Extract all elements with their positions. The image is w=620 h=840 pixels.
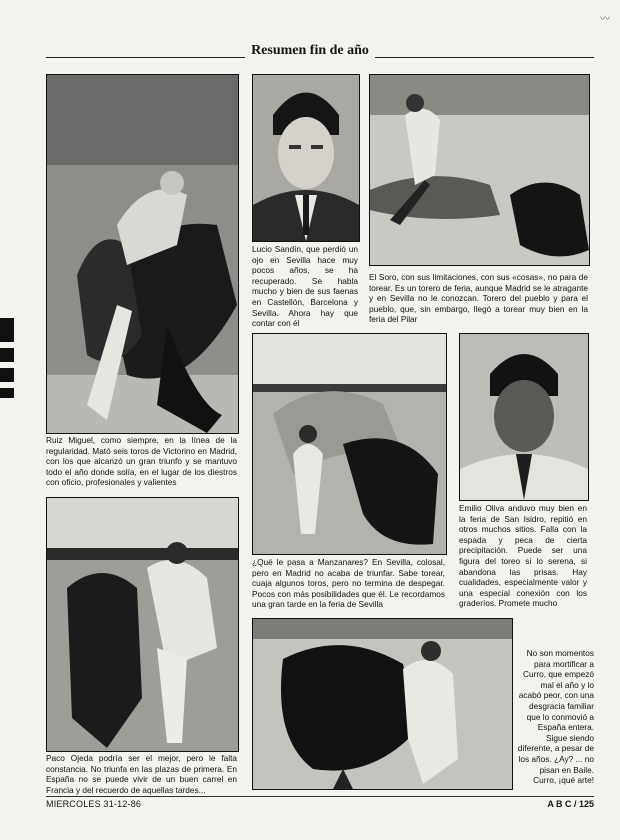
caption-curro: No son momentos para mortificar a Curro, que empezó mal el año y lo acabó peor, con una desgracia familiar que lo conmovió a España entera. Sigue siendo diferente, a pesar de los años. ¿Ay? ... no pisan en Baile. Curro, ¡qué arte! — [517, 648, 594, 786]
portrait-image-icon — [460, 334, 588, 500]
print-registration-bars — [0, 318, 14, 404]
caption-manzanares: ¿Qué le pasa a Manzanares? En Sevilla, colosal, pero en Madrid no acaba de triunfar. Sabe torear, cuaja algunos toros, pero no termina de despegar. Pocos con más posibilidades que él. Le recordamos una gran tarde en la feria de Sevilla — [252, 557, 445, 610]
bullfight-image-icon — [253, 619, 512, 789]
photo-manzanares — [252, 333, 447, 555]
footer-rule — [46, 796, 594, 797]
photo-paco-ojeda — [46, 497, 239, 752]
photo-curro — [252, 618, 513, 790]
section-title — [0, 44, 620, 58]
photo-ruiz-miguel — [46, 74, 239, 434]
corner-scribble-icon: 〰 — [600, 14, 610, 25]
photo-lucio-sandin — [252, 74, 360, 242]
caption-el-soro: El Soro, con sus limitaciones, con sus «cosas», no para de torear. Es un torero de feria, aunque Madrid se le atragante y en Sevilla no le conozcan. Torero del pueblo y para el pueblo, que, sin embargo, llegó a torear muy bien en la feria del Pilar — [369, 272, 588, 325]
bullfight-image-icon — [253, 334, 446, 554]
bullfight-image-icon — [370, 75, 589, 265]
caption-ruiz-miguel: Ruiz Miguel, como siempre, en la línea de la regularidad. Mató seis toros de Victorino en Madrid, con los que alcanzó un gran triunfo y se mantuvo todo el año donde solía, en el lugar de los diestros con oficio, profesionales y valientes — [46, 435, 237, 488]
photo-el-soro — [369, 74, 590, 266]
portrait-image-icon — [253, 75, 359, 241]
caption-lucio-sandin: Lucio Sandín, que perdió un ojo en Sevilla hace muy pocos años, se ha recuperado. Se habla mucho y bien de sus faenas en Castellón, Barcelona y Sevilla. Ahora hay que contar con él — [252, 244, 358, 329]
footer-date: MIERCOLES 31-12-86 — [46, 799, 142, 809]
caption-emilio-oliva: Emilio Oliva anduvo muy bien en la feria de San Isidro, repitió en otros muchos sitios. Falla con la espada y peca de cierta precipitación. Puede ser una figura del toreo si lo serena, si abandona las prisas. Hay cualidades, especialmente valor y una especial conexión con los graderíos. Promete mucho — [459, 503, 587, 609]
bullfight-image-icon — [47, 75, 238, 433]
bullfight-image-icon — [47, 498, 238, 751]
section-title-text: Resumen fin de año — [245, 43, 375, 58]
caption-paco-ojeda: Paco Ojeda podría ser el mejor, pero le falta constancia. No triunfa en las plazas de primera. En España no se puede vivir de un buen carrel en Francia y del recuerdo de aquellas tardes... — [46, 753, 237, 795]
photo-emilio-oliva — [459, 333, 589, 501]
footer-page-number: A B C / 125 — [547, 799, 594, 809]
